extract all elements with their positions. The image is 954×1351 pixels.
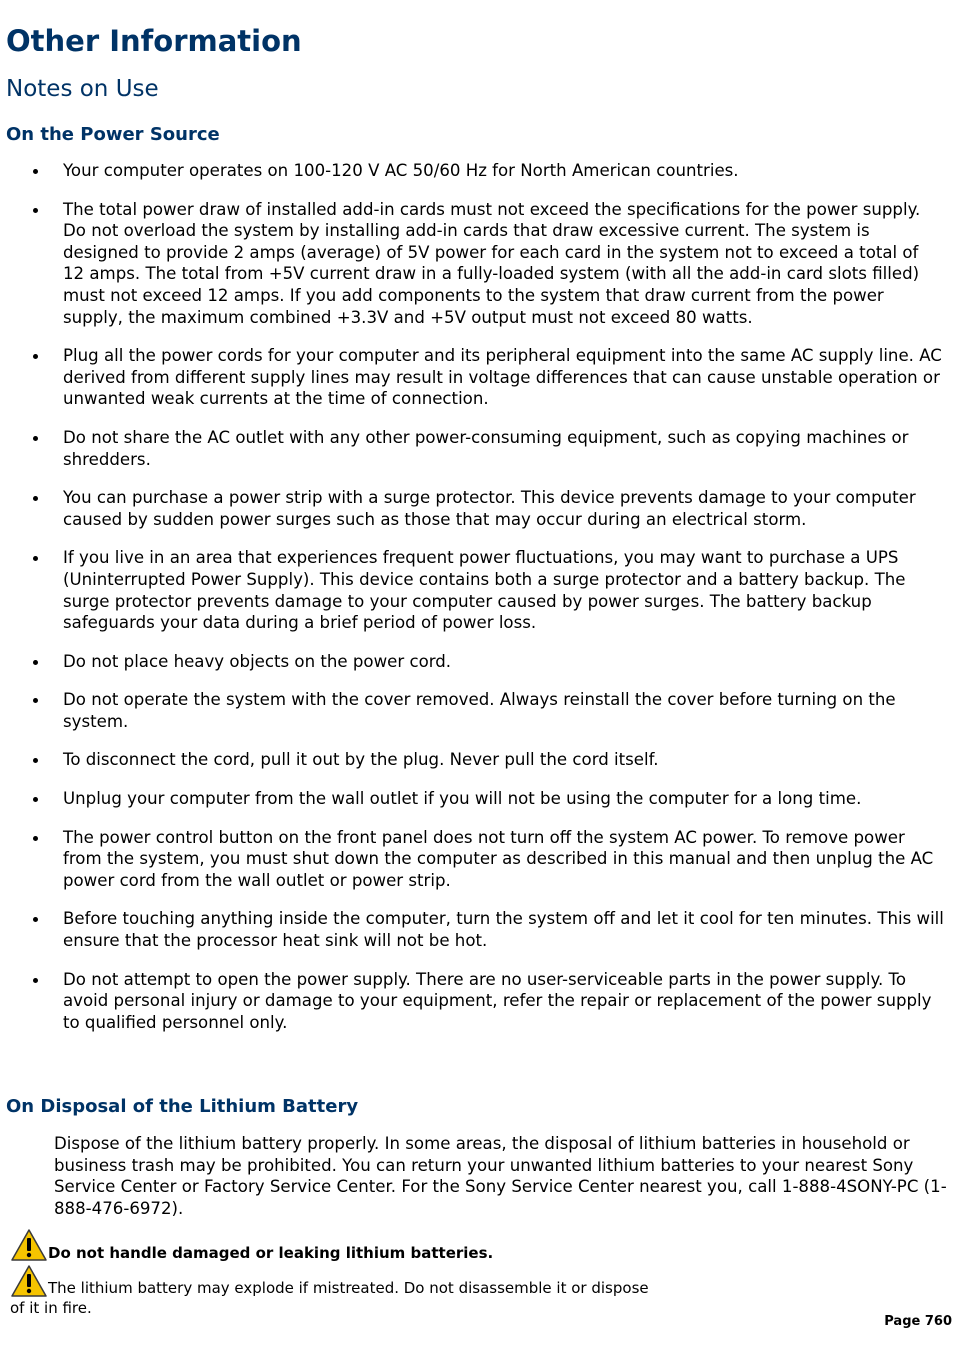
list-item: Unplug your computer from the wall outlet if you will not be using the computer for a long time.	[0, 788, 944, 810]
list-item: If you live in an area that experiences frequent power fluctuations, you may want to purchase a UPS (Uninterrupted Power Supply). This device contains both a surge protector and a battery backup. The surge protector prevents damage to your computer caused by power surges. The battery backup safeguards your data during a brief period of power loss.	[0, 547, 944, 633]
page-subtitle: Notes on Use	[6, 76, 159, 102]
warning-2	[10, 1264, 650, 1318]
bullet-icon	[33, 169, 38, 174]
bullet-icon	[33, 208, 38, 213]
list-item: Your computer operates on 100-120 V AC 50/60 Hz for North American countries.	[0, 160, 944, 182]
list-item: You can purchase a power strip with a surge protector. This device prevents damage to your computer caused by sudden power surges such as those that may occur during an electrical storm.	[0, 487, 944, 530]
list-item: Before touching anything inside the computer, turn the system off and let it cool for ten minutes. This will ensure that the processor heat sink will not be hot.	[0, 908, 944, 951]
section-heading-power: On the Power Source	[6, 124, 220, 145]
bullet-icon	[33, 496, 38, 501]
list-item: Plug all the power cords for your computer and its peripheral equipment into the same AC supply line. AC derived from different supply lines may result in voltage differences that can cause unstable operation or unwanted weak currents at the time of connection.	[0, 345, 944, 410]
page-number: Page 760	[884, 1314, 952, 1329]
battery-paragraph: Dispose of the lithium battery properly. In some areas, the disposal of lithium batteries in household or business trash may be prohibited. You can return your unwanted lithium batteries to your nearest Sony Service Center or Factory Service Center. For the Sony Service Center nearest you, call 1-888-4SONY-PC (1-888-476-6972).	[54, 1134, 947, 1218]
list-item: The total power draw of installed add-in cards must not exceed the specifications for the power supply. Do not overload the system by installing add-in cards that draw excessive current. The system is designed to provide 2 amps (average) of 5V power for each card in the system not to exceed a total of 12 amps. The total from +5V current draw in a fully-loaded system (with all the add-in card slots filled) must not exceed 12 amps. If you add components to the system that draw current from the power supply, the maximum combined +3.3V and +5V output must not exceed 80 watts.	[0, 199, 944, 329]
bullet-icon	[33, 556, 38, 561]
warning-1	[10, 1228, 493, 1262]
bullet-icon	[33, 758, 38, 763]
list-item: Do not operate the system with the cover removed. Always reinstall the cover before turning on the system.	[0, 689, 944, 732]
warning-icon	[10, 1228, 48, 1262]
list-item: To disconnect the cord, pull it out by the plug. Never pull the cord itself.	[0, 749, 944, 771]
section-heading-battery: On Disposal of the Lithium Battery	[6, 1096, 359, 1117]
bullet-icon	[33, 797, 38, 802]
bullet-icon	[33, 698, 38, 703]
list-item: Do not place heavy objects on the power cord.	[0, 651, 944, 673]
bullet-icon	[33, 436, 38, 441]
warning-1-text: Do not handle damaged or leaking lithium batteries.	[48, 1244, 494, 1262]
bullet-icon	[33, 354, 38, 359]
warning-icon	[10, 1264, 48, 1298]
power-notes-list	[0, 160, 944, 1050]
list-item: The power control button on the front panel does not turn off the system AC power. To remove power from the system, you must shut down the computer as described in this manual and then unplug the AC power cord from the wall outlet or power strip.	[0, 827, 944, 892]
bullet-icon	[33, 978, 38, 983]
warning-2-text: The lithium battery may explode if mistreated. Do not disassemble it or dispose of it in fire.	[10, 1279, 649, 1317]
bullet-icon	[33, 917, 38, 922]
bullet-icon	[33, 660, 38, 665]
page-title: Other Information	[6, 24, 302, 58]
list-item: Do not share the AC outlet with any other power-consuming equipment, such as copying machines or shredders.	[0, 427, 944, 470]
list-item: Do not attempt to open the power supply. There are no user-serviceable parts in the power supply. To avoid personal injury or damage to your equipment, refer the repair or replacement of the power supply to qualified personnel only.	[0, 969, 944, 1034]
bullet-icon	[33, 836, 38, 841]
